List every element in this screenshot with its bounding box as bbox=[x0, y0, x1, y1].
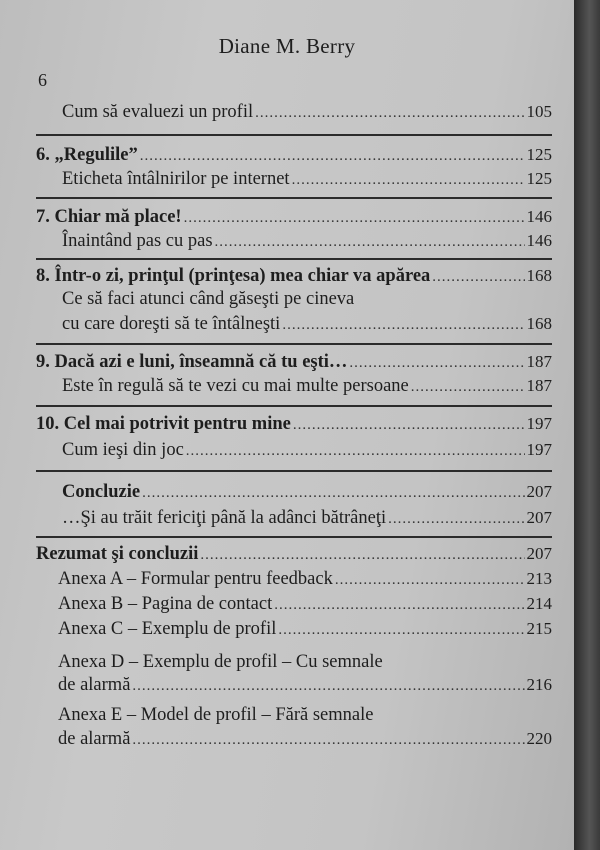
toc-annex-title: de alarmă bbox=[58, 729, 131, 749]
toc-chapter-title: 6. „Regulile” bbox=[36, 145, 138, 165]
toc-entry bbox=[62, 167, 552, 192]
toc-section bbox=[36, 542, 552, 567]
toc-entry-title: Cum să evaluezi un profil bbox=[62, 102, 254, 122]
toc-section-page: 207 bbox=[526, 544, 552, 563]
toc-leader-dots bbox=[388, 507, 524, 531]
toc-chapter-page: 187 bbox=[526, 352, 552, 371]
running-header-author: Diane M. Berry bbox=[218, 34, 356, 58]
toc-chapter bbox=[36, 350, 552, 375]
toc-entry bbox=[62, 506, 552, 531]
toc-entry bbox=[62, 374, 552, 399]
book-spine-shadow bbox=[574, 0, 600, 850]
section-divider bbox=[36, 197, 552, 199]
toc-entry-title: Este în regulă să te vezi cu mai multe persoane bbox=[62, 376, 409, 396]
toc-leader-dots bbox=[255, 101, 524, 125]
page-number: 6 bbox=[38, 70, 47, 90]
toc-chapter-title: 7. Chiar mă place! bbox=[36, 207, 182, 227]
toc-chapter-page: 197 bbox=[526, 414, 552, 433]
toc-entry-page: 207 bbox=[526, 508, 552, 527]
toc-leader-dots bbox=[215, 230, 525, 254]
toc-entry-title: cu care doreşti să te întâlneşti bbox=[62, 314, 281, 334]
section-divider bbox=[36, 470, 552, 472]
toc-chapter-page: 146 bbox=[526, 207, 552, 226]
toc-chapter bbox=[36, 412, 552, 437]
toc-annex-page: 220 bbox=[526, 729, 552, 748]
section-divider bbox=[36, 134, 552, 136]
toc-annex-title: Anexa C – Exemplu de profil bbox=[58, 619, 277, 639]
toc-annex-page: 214 bbox=[526, 594, 552, 613]
toc-entry bbox=[62, 438, 552, 463]
section-divider bbox=[36, 536, 552, 538]
toc-leader-dots bbox=[132, 674, 524, 698]
toc-annex bbox=[58, 727, 552, 752]
toc-leader-dots bbox=[200, 543, 524, 567]
toc-leader-dots bbox=[292, 168, 525, 192]
toc-chapter-page: 207 bbox=[526, 482, 552, 501]
toc-leader-dots bbox=[274, 593, 524, 617]
toc-chapter-title: 8. Într-o zi, prinţul (prinţesa) mea chiar va apărea bbox=[36, 266, 431, 286]
toc-entry-page: 197 bbox=[526, 440, 552, 459]
toc-entry-title: …Şi au trăit fericiţi până la adânci bătrâneţi bbox=[62, 508, 387, 528]
section-divider bbox=[36, 258, 552, 260]
toc-annex-page: 215 bbox=[526, 619, 552, 638]
section-divider bbox=[36, 343, 552, 345]
toc-leader-dots bbox=[184, 206, 525, 230]
toc-annex-title: de alarmă bbox=[58, 675, 131, 695]
toc-entry-first-line: Ce să faci atunci când găseşti pe cineva bbox=[62, 289, 355, 309]
toc-chapter-title: 10. Cel mai potrivit pentru mine bbox=[36, 414, 291, 434]
toc-entry-page: 125 bbox=[526, 169, 552, 188]
toc-leader-dots bbox=[282, 313, 524, 337]
toc-chapter bbox=[36, 143, 552, 168]
toc-annex-page: 216 bbox=[526, 675, 552, 694]
toc-annex bbox=[58, 592, 552, 617]
toc-chapter-page: 125 bbox=[526, 145, 552, 164]
toc-annex-page: 213 bbox=[526, 569, 552, 588]
toc-entry bbox=[62, 100, 552, 125]
toc-entry-title: Eticheta întâlnirilor pe internet bbox=[62, 169, 290, 189]
toc-entry bbox=[62, 229, 552, 254]
toc-chapter bbox=[62, 480, 552, 505]
toc-leader-dots bbox=[142, 481, 524, 505]
toc-section-title: Rezumat şi concluzii bbox=[36, 544, 199, 564]
toc-entry-page: 168 bbox=[526, 314, 552, 333]
toc-entry-page: 187 bbox=[526, 376, 552, 395]
toc-annex bbox=[58, 617, 552, 642]
toc-annex-first-line: Anexa E – Model de profil – Fără semnale bbox=[58, 705, 374, 725]
toc-annex-title: Anexa A – Formular pentru feedback bbox=[58, 569, 333, 589]
toc-leader-dots bbox=[186, 439, 525, 463]
toc-leader-dots bbox=[132, 728, 524, 752]
toc-annex bbox=[58, 673, 552, 698]
toc-chapter bbox=[36, 205, 552, 230]
toc-entry-title: Înaintând pas cu pas bbox=[62, 231, 213, 251]
toc-annex-title: Anexa B – Pagina de contact bbox=[58, 594, 273, 614]
toc-entry-title: Cum ieşi din joc bbox=[62, 440, 184, 460]
toc-leader-dots bbox=[335, 568, 525, 592]
toc-annex bbox=[58, 567, 552, 592]
toc-entry bbox=[62, 312, 552, 337]
toc-chapter-title: 9. Dacă azi e luni, înseamnă că tu eşti… bbox=[36, 352, 348, 372]
toc-leader-dots bbox=[349, 351, 524, 375]
toc-leader-dots bbox=[293, 413, 525, 437]
toc-leader-dots bbox=[411, 375, 525, 399]
toc-leader-dots bbox=[140, 144, 525, 168]
toc-leader-dots bbox=[278, 618, 524, 642]
toc-chapter-title: Concluzie bbox=[62, 482, 141, 502]
toc-chapter-page: 168 bbox=[526, 266, 552, 285]
toc-chapter bbox=[36, 264, 552, 289]
toc-annex-first-line: Anexa D – Exemplu de profil – Cu semnale bbox=[58, 652, 383, 672]
section-divider bbox=[36, 405, 552, 407]
toc-entry-page: 146 bbox=[526, 231, 552, 250]
toc-leader-dots bbox=[432, 265, 524, 289]
toc-entry-page: 105 bbox=[526, 102, 552, 121]
